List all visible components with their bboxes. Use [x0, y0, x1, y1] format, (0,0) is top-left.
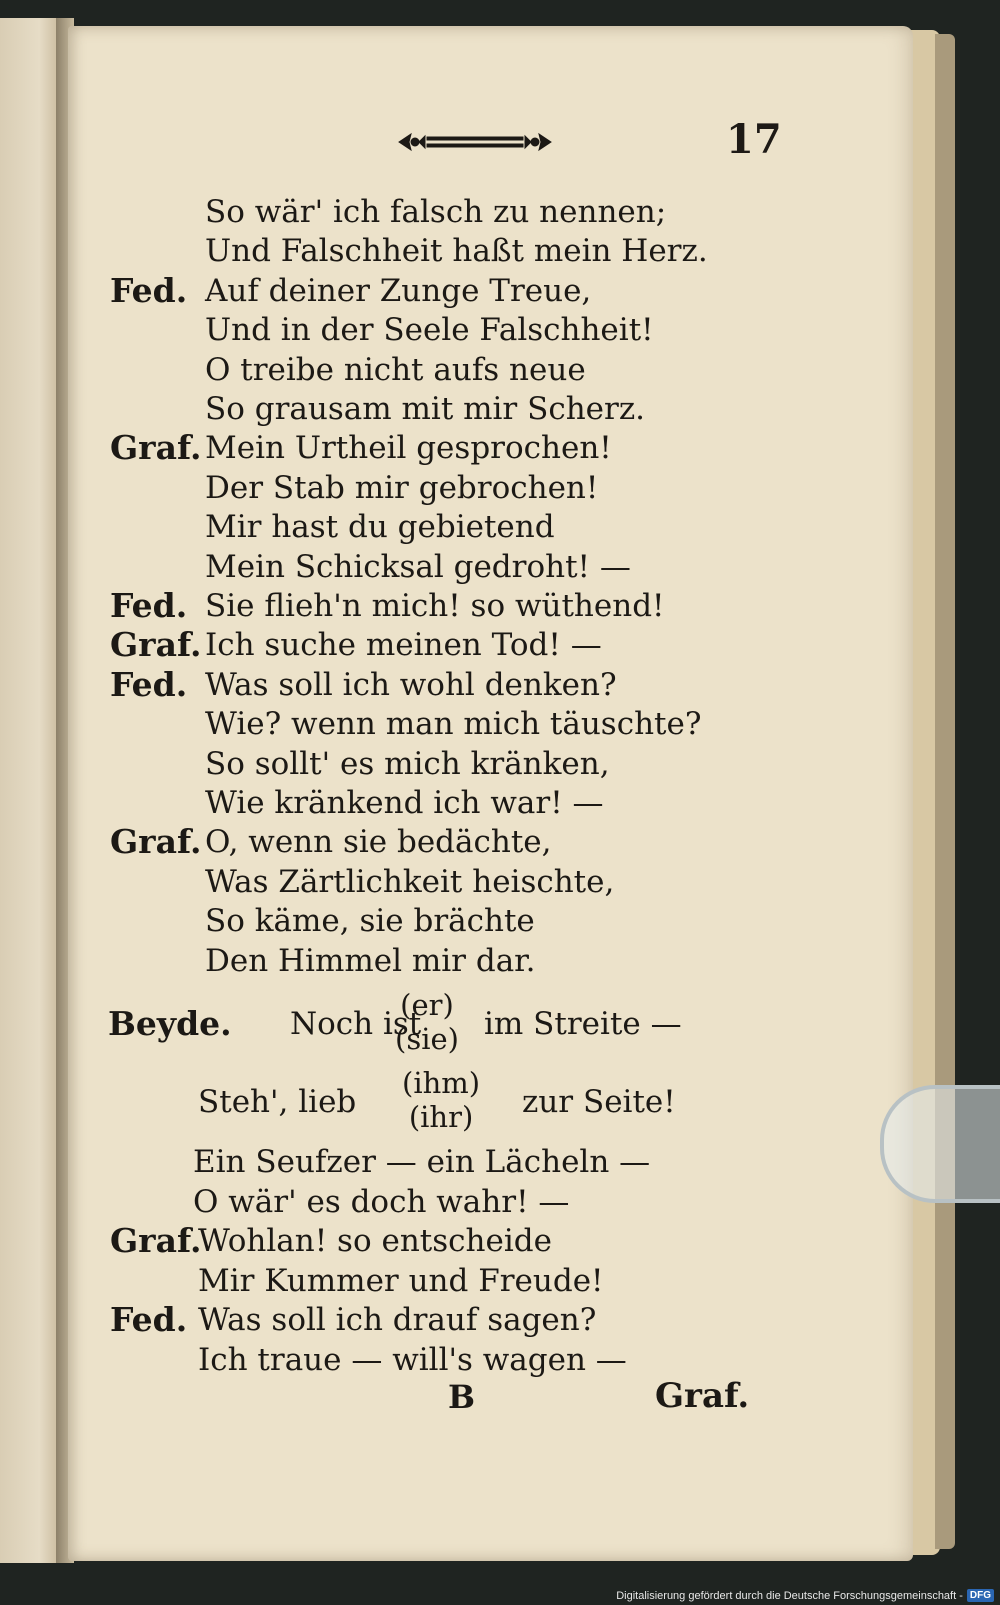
verse-text: Mein Schicksal gedroht! —: [205, 548, 631, 585]
verse-line: [0, 862, 1000, 902]
verse-line: [0, 586, 1000, 626]
speaker-label: Fed.: [110, 664, 188, 704]
verse-text: Noch ist: [290, 1006, 422, 1042]
alternative-lower: (sie): [395, 1022, 459, 1056]
verse-line: [0, 310, 1000, 350]
verse-line: [0, 1300, 1000, 1340]
speaker-label: Fed.: [110, 1300, 188, 1339]
digitization-credit: [616, 1589, 994, 1602]
verse-line: [0, 1221, 1000, 1261]
verse-text: Steh', lieb: [198, 1084, 357, 1120]
verse-line: [0, 428, 1000, 468]
speaker-label: Graf.: [110, 822, 202, 862]
verse-line: [0, 1182, 1000, 1222]
verse-text: So sollt' es mich kränken,: [205, 745, 610, 782]
duet-line-2: [0, 1066, 1000, 1134]
verse-text: O wär' es doch wahr! —: [193, 1183, 570, 1220]
verse-text: Wie? wenn man mich täuschte?: [205, 706, 702, 743]
duet-line-1: [0, 988, 1000, 1056]
verse-text: Ich traue — will's wagen —: [198, 1341, 627, 1378]
verse-line: [0, 1340, 1000, 1380]
alternative-upper: (er): [400, 988, 454, 1022]
bracketed-alternatives: [402, 1066, 480, 1134]
verse-line: [0, 744, 1000, 784]
catchword: Graf.: [655, 1376, 750, 1416]
verse-line: [0, 1142, 1000, 1182]
verse-text: Was soll ich wohl denken?: [205, 666, 617, 703]
verse-line: [0, 704, 1000, 744]
verse-text: O, wenn sie bedächte,: [205, 824, 552, 861]
verse-text: zur Seite!: [522, 1084, 676, 1120]
verse-text: O treibe nicht aufs neue: [205, 351, 586, 388]
verse-text: So käme, sie brächte: [205, 903, 535, 940]
speaker-label: Fed.: [110, 586, 188, 625]
page-clip: [880, 1085, 1000, 1203]
verse-line: [0, 507, 1000, 547]
verse-line: [0, 547, 1000, 587]
verse-text: So grausam mit mir Scherz.: [205, 391, 646, 427]
verse-line: [0, 901, 1000, 941]
dfg-logo-icon: DFG: [967, 1589, 994, 1602]
verse-text: So wär' ich falsch zu nennen;: [205, 194, 667, 230]
speaker-label: Fed.: [110, 270, 188, 310]
verse-line: [0, 389, 1000, 429]
verse-text: Auf deiner Zunge Treue,: [205, 272, 592, 309]
verse-line: [0, 822, 1000, 862]
verse-line: [0, 350, 1000, 390]
verse-text: im Streite —: [484, 1006, 682, 1042]
verse-text: Was soll ich drauf sagen?: [198, 1302, 597, 1338]
verse-text: Ich suche meinen Tod! —: [205, 627, 602, 664]
credit-text: Digitalisierung gefördert durch die Deutsche Forschungsgemeinschaft -: [616, 1589, 963, 1602]
verse-line: [0, 665, 1000, 705]
verse-text: Ein Seufzer — ein Lächeln —: [193, 1144, 651, 1180]
verse-line: [0, 271, 1000, 311]
verse-line: [0, 231, 1000, 271]
verse-line: [0, 1261, 1000, 1301]
verse-text: Und Falschheit haßt mein Herz.: [205, 233, 708, 270]
bracketed-alternatives: [395, 988, 459, 1056]
verse-text: Den Himmel mir dar.: [205, 942, 536, 979]
signature-mark: B: [448, 1378, 476, 1416]
verse-text: Sie flieh'n mich! so wüthend!: [205, 588, 665, 624]
verse-text: Mein Urtheil gesprochen!: [205, 430, 612, 467]
verse-line: [0, 468, 1000, 508]
speaker-label: Graf.: [110, 428, 202, 468]
decorative-rule-ornament-icon: [395, 122, 555, 162]
verse-text: Und in der Seele Falschheit!: [205, 312, 654, 349]
page-number: 17: [726, 116, 782, 163]
verse-text: Der Stab mir gebrochen!: [205, 469, 599, 506]
verse-line: [0, 625, 1000, 665]
speaker-label: Graf.: [110, 625, 202, 665]
verse-text: Mir Kummer und Freude!: [198, 1262, 604, 1299]
verse-text: Mir hast du gebietend: [205, 509, 555, 546]
verse-line: [0, 783, 1000, 823]
verse-line: [0, 941, 1000, 981]
alternative-upper: (ihm): [402, 1066, 481, 1100]
verse-text: Wohlan! so entscheide: [198, 1223, 552, 1259]
verse-text: Was Zärtlichkeit heischte,: [205, 863, 615, 900]
speaker-label: Graf.: [110, 1221, 202, 1260]
speaker-label: Beyde.: [108, 1004, 232, 1043]
verse-line: [0, 192, 1000, 232]
verse-text: Wie kränkend ich war! —: [205, 785, 604, 821]
alternative-lower: (ihr): [408, 1100, 474, 1134]
